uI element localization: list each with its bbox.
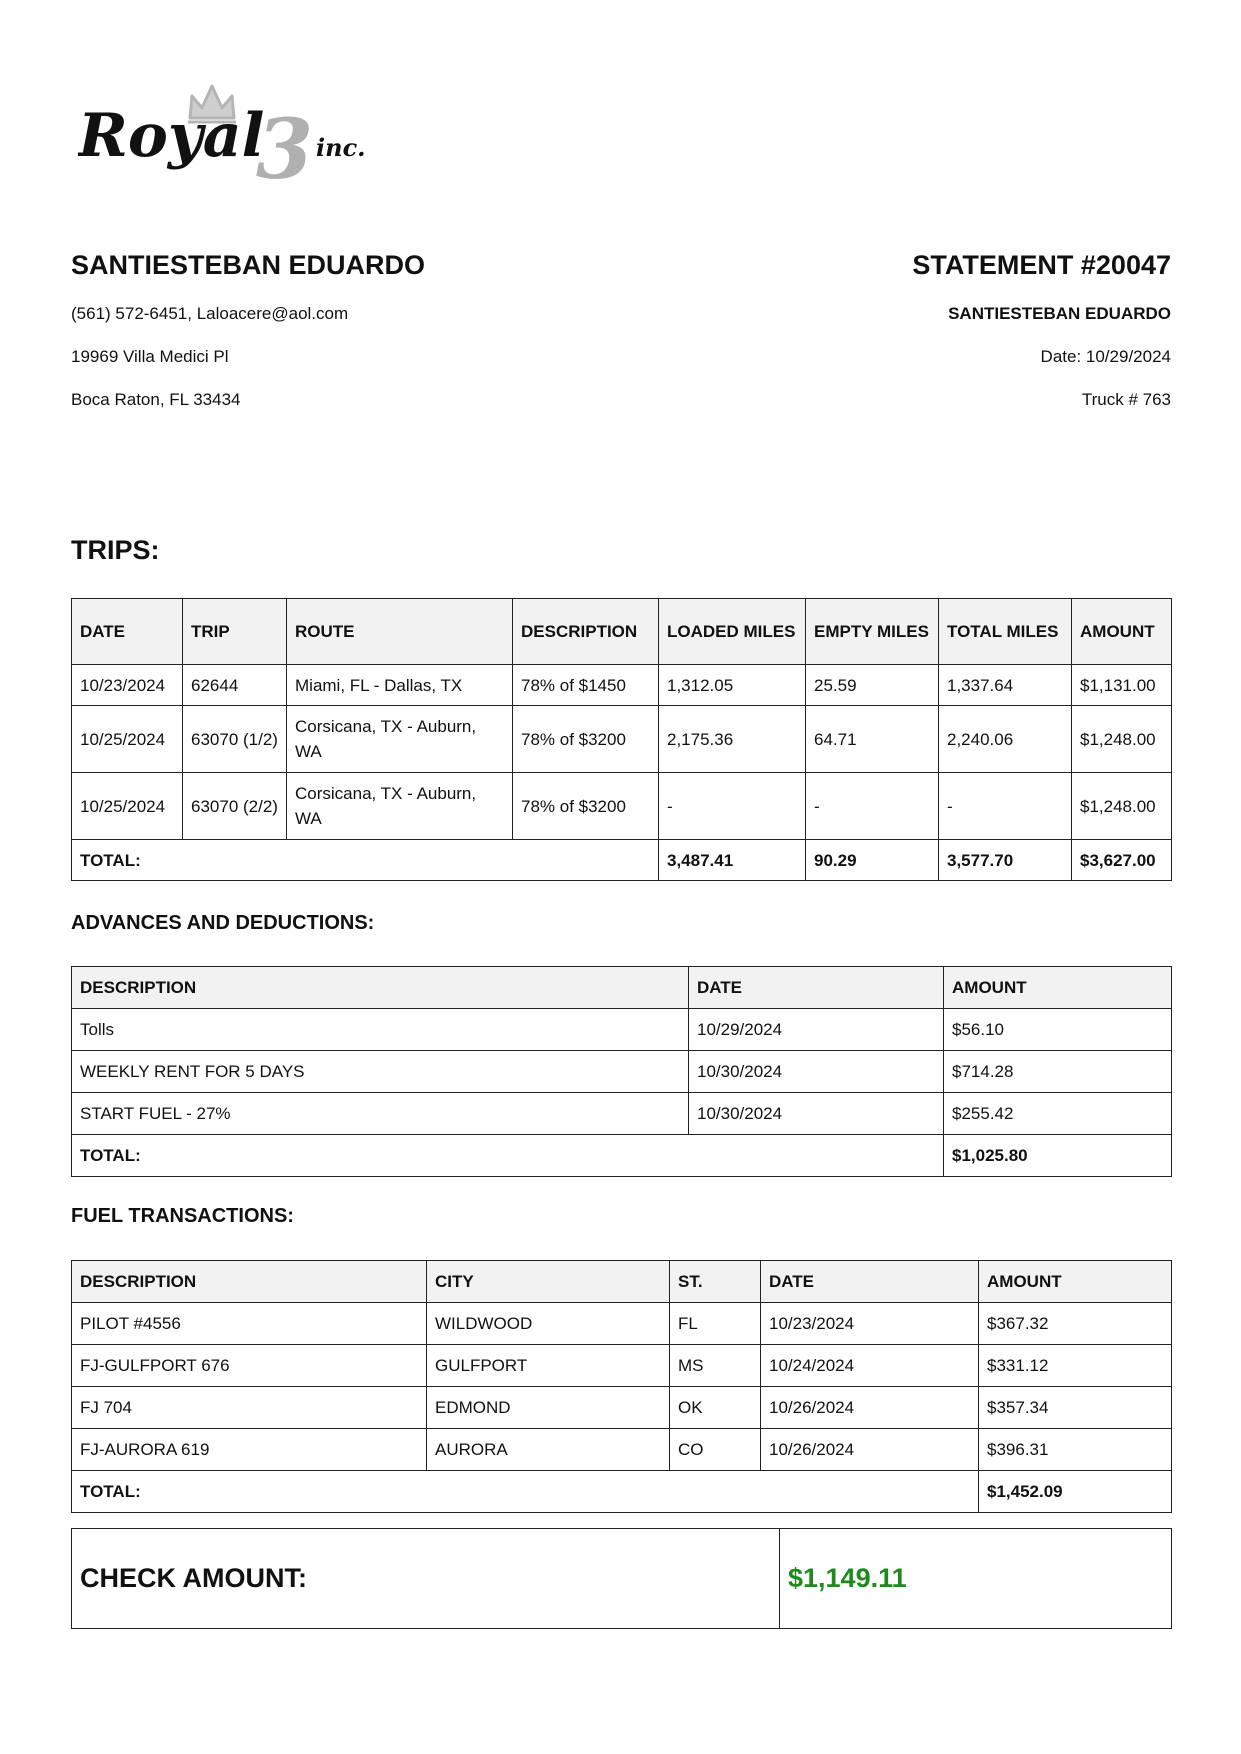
- cell: $357.34: [979, 1387, 1172, 1429]
- cell: 10/26/2024: [761, 1387, 979, 1429]
- trips-title: TRIPS:: [71, 535, 160, 565]
- cell: PILOT #4556: [72, 1303, 427, 1345]
- statement-name: SANTIESTEBAN EDUARDO: [948, 304, 1171, 323]
- cell: 1,312.05: [659, 665, 806, 706]
- header-empty-miles: EMPTY MILES: [806, 599, 939, 665]
- cell: FJ-AURORA 619: [72, 1429, 427, 1471]
- driver-address-line2: Boca Raton, FL 33434: [71, 390, 241, 409]
- cell: 10/24/2024: [761, 1345, 979, 1387]
- cell: $1,248.00: [1072, 773, 1172, 840]
- cell: 78% of $3200: [513, 706, 659, 773]
- cell: MS: [670, 1345, 761, 1387]
- header-route: ROUTE: [287, 599, 513, 665]
- cell: $396.31: [979, 1429, 1172, 1471]
- header-state: ST.: [670, 1261, 761, 1303]
- statement-truck: Truck # 763: [1081, 390, 1171, 409]
- header-amount: AMOUNT: [944, 967, 1172, 1009]
- statement-date: Date: 10/29/2024: [1040, 347, 1171, 366]
- cell: 62644: [183, 665, 287, 706]
- cell: 63070 (1/2): [183, 706, 287, 773]
- check-amount-label: CHECK AMOUNT:: [72, 1529, 780, 1629]
- cell: 10/30/2024: [689, 1051, 944, 1093]
- table-row: [72, 1429, 1172, 1471]
- driver-name: SANTIESTEBAN EDUARDO: [71, 250, 426, 280]
- cell: 10/29/2024: [689, 1009, 944, 1051]
- cell: $714.28: [944, 1051, 1172, 1093]
- check-amount-row: [72, 1529, 1172, 1629]
- cell: $255.42: [944, 1093, 1172, 1135]
- svg-text:inc.: inc.: [316, 133, 366, 162]
- header-city: CITY: [427, 1261, 670, 1303]
- header-date: DATE: [761, 1261, 979, 1303]
- cell: 64.71: [806, 706, 939, 773]
- table-row: [72, 1051, 1172, 1093]
- cell: 10/25/2024: [72, 706, 183, 773]
- header-date: DATE: [689, 967, 944, 1009]
- fuel-total-row: [72, 1471, 1172, 1513]
- cell: GULFPORT: [427, 1345, 670, 1387]
- svg-text:3: 3: [256, 102, 314, 190]
- driver-address-line1: 19969 Villa Medici Pl: [71, 347, 229, 366]
- header-total-miles: TOTAL MILES: [939, 599, 1072, 665]
- cell: WILDWOOD: [427, 1303, 670, 1345]
- table-row: [72, 773, 1172, 840]
- cell: 10/23/2024: [72, 665, 183, 706]
- total-label: TOTAL:: [72, 840, 659, 881]
- cell: Corsicana, TX - Auburn, WA: [287, 706, 513, 773]
- advances-table: [71, 966, 1172, 1177]
- cell: Tolls: [72, 1009, 689, 1051]
- cell: $1,131.00: [1072, 665, 1172, 706]
- statement-title: STATEMENT #20047: [912, 250, 1171, 280]
- check-amount-value: $1,149.11: [780, 1529, 1172, 1629]
- header-trip: TRIP: [183, 599, 287, 665]
- header-amount: AMOUNT: [1072, 599, 1172, 665]
- total-amount: $1,452.09: [979, 1471, 1172, 1513]
- trips-header-row: [72, 599, 1172, 665]
- header-description: DESCRIPTION: [72, 967, 689, 1009]
- table-row: [72, 1093, 1172, 1135]
- cell: WEEKLY RENT FOR 5 DAYS: [72, 1051, 689, 1093]
- cell: 10/30/2024: [689, 1093, 944, 1135]
- header-description: DESCRIPTION: [72, 1261, 427, 1303]
- cell: CO: [670, 1429, 761, 1471]
- cell: 1,337.64: [939, 665, 1072, 706]
- header-description: DESCRIPTION: [513, 599, 659, 665]
- cell: FJ 704: [72, 1387, 427, 1429]
- cell: 2,175.36: [659, 706, 806, 773]
- table-row: [72, 706, 1172, 773]
- cell: 10/26/2024: [761, 1429, 979, 1471]
- statement-info: [611, 248, 1171, 410]
- cell: FL: [670, 1303, 761, 1345]
- advances-header-row: [72, 967, 1172, 1009]
- cell: Miami, FL - Dallas, TX: [287, 665, 513, 706]
- advances-title: ADVANCES AND DEDUCTIONS:: [71, 912, 375, 934]
- cell: 10/25/2024: [72, 773, 183, 840]
- cell: FJ-GULFPORT 676: [72, 1345, 427, 1387]
- total-label: TOTAL:: [72, 1135, 944, 1177]
- company-logo: [78, 78, 398, 190]
- cell: $56.10: [944, 1009, 1172, 1051]
- total-miles: 3,577.70: [939, 840, 1072, 881]
- cell: EDMOND: [427, 1387, 670, 1429]
- header-date: DATE: [72, 599, 183, 665]
- cell: -: [806, 773, 939, 840]
- total-empty-miles: 90.29: [806, 840, 939, 881]
- trips-table: [71, 598, 1172, 881]
- table-row: [72, 1009, 1172, 1051]
- cell: START FUEL - 27%: [72, 1093, 689, 1135]
- cell: 78% of $1450: [513, 665, 659, 706]
- svg-text:Royal: Royal: [78, 101, 265, 171]
- table-row: [72, 1387, 1172, 1429]
- cell: 10/23/2024: [761, 1303, 979, 1345]
- header-amount: AMOUNT: [979, 1261, 1172, 1303]
- fuel-table: [71, 1260, 1172, 1513]
- cell: Corsicana, TX - Auburn, WA: [287, 773, 513, 840]
- advances-total-row: [72, 1135, 1172, 1177]
- table-row: [72, 1303, 1172, 1345]
- fuel-header-row: [72, 1261, 1172, 1303]
- driver-info: [71, 248, 631, 410]
- cell: 63070 (2/2): [183, 773, 287, 840]
- driver-contact: (561) 572-6451, Laloacere@aol.com: [71, 304, 349, 323]
- total-label: TOTAL:: [72, 1471, 979, 1513]
- cell: -: [659, 773, 806, 840]
- header-loaded-miles: LOADED MILES: [659, 599, 806, 665]
- trips-total-row: [72, 840, 1172, 881]
- total-amount: $3,627.00: [1072, 840, 1172, 881]
- cell: $1,248.00: [1072, 706, 1172, 773]
- cell: 25.59: [806, 665, 939, 706]
- cell: -: [939, 773, 1072, 840]
- table-row: [72, 1345, 1172, 1387]
- cell: AURORA: [427, 1429, 670, 1471]
- total-loaded-miles: 3,487.41: [659, 840, 806, 881]
- total-amount: $1,025.80: [944, 1135, 1172, 1177]
- cell: $367.32: [979, 1303, 1172, 1345]
- cell: OK: [670, 1387, 761, 1429]
- table-row: [72, 665, 1172, 706]
- check-amount-table: [71, 1528, 1172, 1629]
- cell: 78% of $3200: [513, 773, 659, 840]
- cell: 2,240.06: [939, 706, 1072, 773]
- cell: $331.12: [979, 1345, 1172, 1387]
- fuel-title: FUEL TRANSACTIONS:: [71, 1205, 294, 1227]
